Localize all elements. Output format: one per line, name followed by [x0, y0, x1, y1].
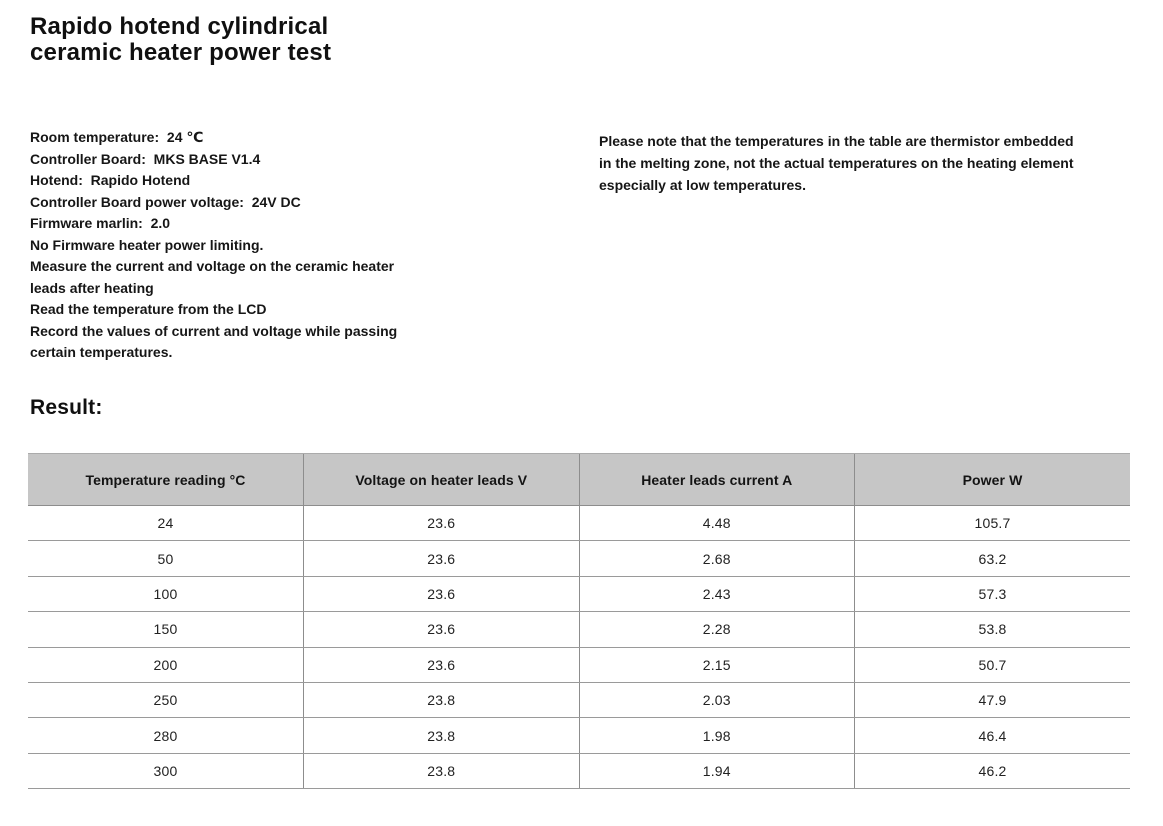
document-title: [30, 14, 331, 66]
table-cell-current: 1.94: [579, 753, 855, 788]
table-cell-current: 2.68: [579, 541, 855, 576]
table-cell-power: 53.8: [855, 612, 1131, 647]
table-cell-power: 46.2: [855, 753, 1131, 788]
table-row: [28, 753, 1130, 788]
table-row: [28, 647, 1130, 682]
table-cell-temperature: 50: [28, 541, 304, 576]
spec-line-power-voltage: Controller Board power voltage: 24V DC: [30, 193, 301, 210]
column-header-current: Heater leads current A: [579, 454, 855, 506]
table-cell-temperature: 150: [28, 612, 304, 647]
table-cell-current: 2.28: [579, 612, 855, 647]
table-cell-power: 57.3: [855, 576, 1131, 611]
spec-line-read-lcd: Read the temperature from the LCD: [30, 301, 267, 317]
table-cell-voltage: 23.6: [304, 541, 580, 576]
table-cell-current: 1.98: [579, 718, 855, 753]
column-header-temperature: Temperature reading °C: [28, 454, 304, 506]
table-header-row: [28, 454, 1130, 506]
table-cell-current: 2.15: [579, 647, 855, 682]
table-cell-power: 47.9: [855, 682, 1131, 717]
spec-line-controller-board: Controller Board: MKS BASE V1.4: [30, 150, 261, 167]
table-row: [28, 718, 1130, 753]
table-cell-temperature: 280: [28, 718, 304, 753]
table-cell-current: 2.43: [579, 576, 855, 611]
table-row: [28, 576, 1130, 611]
table-cell-current: 4.48: [579, 506, 855, 541]
note-line-2: in the melting zone, not the actual temperatures on the heating element: [599, 155, 1074, 171]
column-header-power: Power W: [855, 454, 1131, 506]
table-cell-power: 105.7: [855, 506, 1131, 541]
table-cell-temperature: 300: [28, 753, 304, 788]
table-cell-voltage: 23.8: [304, 753, 580, 788]
table-cell-voltage: 23.8: [304, 682, 580, 717]
spec-line-record-1: Record the values of current and voltage while passing: [30, 322, 398, 339]
table-cell-temperature: 24: [28, 506, 304, 541]
table-cell-voltage: 23.6: [304, 647, 580, 682]
table-cell-power: 46.4: [855, 718, 1131, 753]
note-line-1: Please note that the temperatures in the table are thermistor embedded: [599, 133, 1074, 149]
table-cell-voltage: 23.6: [304, 612, 580, 647]
document-title-line2: ceramic heater power test: [30, 39, 332, 66]
result-heading: Result:: [30, 396, 103, 419]
spec-line-hotend: Hotend: Rapido Hotend: [30, 172, 191, 188]
table-row: [28, 612, 1130, 647]
table-cell-voltage: 23.6: [304, 576, 580, 611]
results-table: [28, 453, 1130, 789]
spec-line-measure-1: Measure the current and voltage on the ceramic heater: [30, 258, 395, 274]
document-title-line1: Rapido hotend cylindrical: [30, 13, 329, 40]
table-row: [28, 506, 1130, 541]
spec-line-firmware: Firmware marlin: 2.0: [30, 215, 171, 231]
table-cell-voltage: 23.6: [304, 506, 580, 541]
note-line-3: especially at low temperatures.: [599, 177, 806, 193]
table-cell-voltage: 23.8: [304, 718, 580, 753]
table-cell-temperature: 200: [28, 647, 304, 682]
column-header-voltage: Voltage on heater leads V: [304, 454, 580, 506]
table-cell-power: 63.2: [855, 541, 1131, 576]
test-setup-specs: [30, 127, 397, 364]
table-row: [28, 541, 1130, 576]
spec-line-room-temperature: Room temperature: 24 ℃: [30, 129, 204, 145]
spec-line-no-power-limiting: No Firmware heater power limiting.: [30, 236, 264, 253]
spec-line-record-2: certain temperatures.: [30, 344, 173, 360]
thermistor-note: [599, 130, 1144, 196]
table-row: [28, 682, 1130, 717]
table-cell-temperature: 250: [28, 682, 304, 717]
table-cell-power: 50.7: [855, 647, 1131, 682]
table-cell-temperature: 100: [28, 576, 304, 611]
table-cell-current: 2.03: [579, 682, 855, 717]
spec-line-measure-2: leads after heating: [30, 279, 154, 296]
